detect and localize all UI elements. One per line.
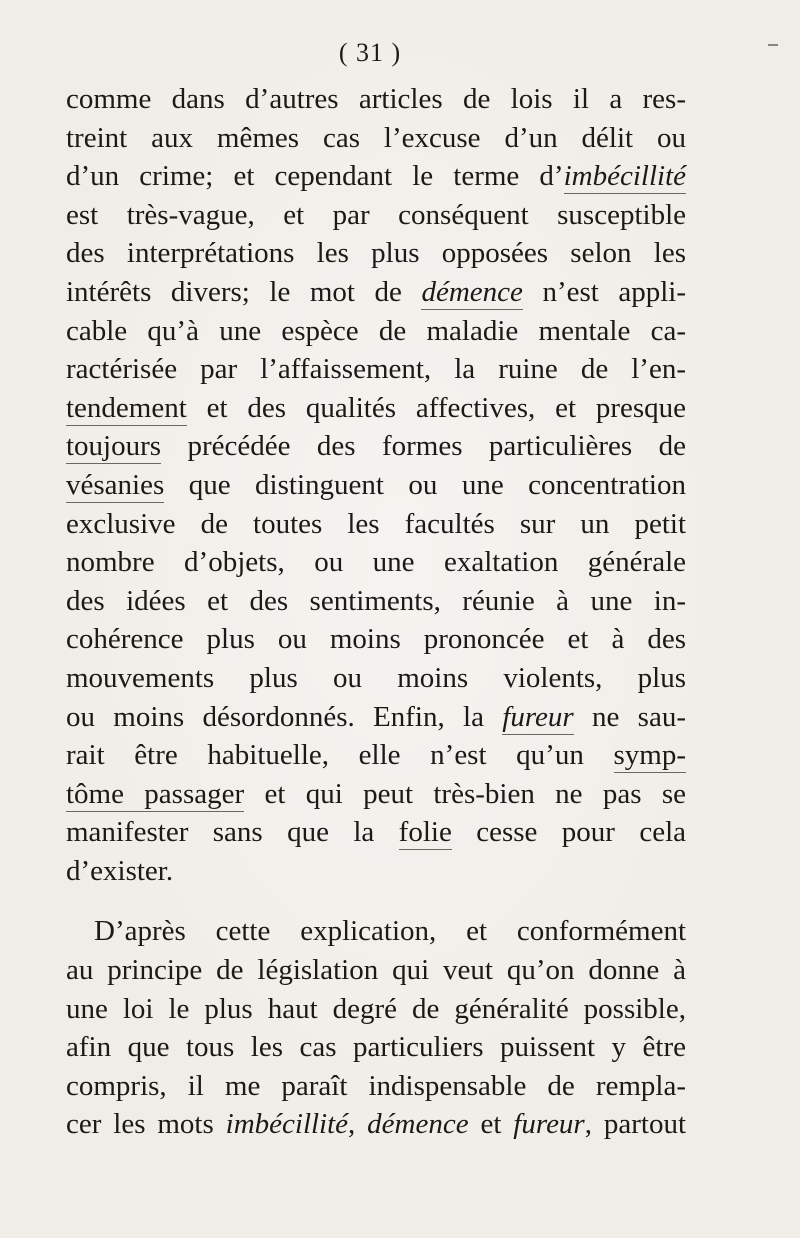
text-segment: ou moins désordonnés. Enfin, la <box>66 700 503 733</box>
text-segment: ractérisée par l’affaissement, la ruine de l’en- <box>66 353 686 386</box>
italic-term: fureur <box>502 700 574 733</box>
underlined-text: tôme passager <box>66 777 245 810</box>
italic-term: imbécillité <box>563 160 686 193</box>
text-segment: afin que tous les cas particuliers puissent y être <box>66 1031 686 1064</box>
text-line <box>66 698 686 737</box>
text-line <box>66 659 686 698</box>
text-segment: cesse pour cela <box>451 816 686 849</box>
text-segment: est très-vague, et par conséquent susceptible <box>66 198 686 231</box>
underlined-text: vésanies <box>66 468 165 501</box>
text-line <box>66 312 686 351</box>
italic-term: démence <box>367 1108 469 1141</box>
italic-term: imbécillité <box>225 1108 349 1141</box>
text-line <box>66 1028 686 1067</box>
text-line <box>66 736 686 775</box>
text-line <box>66 234 686 273</box>
text-line <box>66 80 686 119</box>
text-segment: d’un crime; et cependant le terme d’ <box>66 160 564 193</box>
text-segment: cohérence plus ou moins prononcée et à des <box>66 623 686 656</box>
text-line <box>66 157 686 196</box>
text-segment: ne sau- <box>573 700 687 733</box>
margin-mark <box>768 44 778 46</box>
text-line <box>66 466 686 505</box>
text-segment: exclusive de toutes les facultés sur un petit <box>66 507 686 540</box>
italic-term: démence <box>421 275 523 308</box>
text-segment: intérêts divers; le mot de <box>66 275 422 308</box>
text-segment: mouvements plus ou moins violents, plus <box>66 661 686 694</box>
text-line <box>66 1067 686 1106</box>
text-segment: une loi le plus haut degré de généralité possible, <box>66 992 686 1025</box>
text-segment: que distinguent ou une concentration <box>164 468 686 501</box>
text-line <box>66 119 686 158</box>
text-segment: treint aux mêmes cas l’excuse d’un délit ou <box>66 121 686 154</box>
text-line <box>66 582 686 621</box>
text-line <box>66 1105 686 1144</box>
underlined-text: tendement <box>66 391 187 424</box>
text-segment: cer les mots <box>66 1108 226 1141</box>
text-segment: nombre d’objets, ou une exaltation générale <box>66 546 686 579</box>
text-segment: d’exister. <box>66 854 174 887</box>
text-line <box>66 543 686 582</box>
text-segment: cable qu’à une espèce de maladie mentale ca- <box>66 314 686 347</box>
body-text <box>66 80 686 1144</box>
text-line <box>66 990 686 1029</box>
text-segment: comme dans d’autres articles de lois il a res- <box>66 83 686 115</box>
text-line <box>66 620 686 659</box>
text-line <box>66 951 686 990</box>
text-segment: et qui peut très-bien ne pas se <box>244 777 686 810</box>
text-segment: des idées et des sentiments, réunie à une in- <box>66 584 686 617</box>
text-segment: n’est appli- <box>522 275 687 308</box>
text-line <box>66 427 686 466</box>
page-number: ( 31 ) <box>338 38 402 67</box>
text-line <box>66 196 686 235</box>
italic-term: fureur <box>513 1108 585 1141</box>
text-segment: précédée des formes particulières de <box>161 430 686 463</box>
text-segment: compris, il me paraît indispensable de rempla- <box>66 1069 686 1102</box>
text-segment: et <box>468 1108 514 1141</box>
text-line <box>66 912 686 951</box>
underlined-text: folie <box>398 816 452 849</box>
underlined-text: toujours <box>66 430 162 463</box>
text-segment: , <box>348 1108 368 1141</box>
text-segment: au principe de législation qui veut qu’on donne à <box>66 954 686 987</box>
text-line <box>66 813 686 852</box>
text-segment: et des qualités affectives, et presque <box>186 391 686 424</box>
text-line <box>66 273 686 312</box>
text-line <box>66 350 686 389</box>
text-segment: rait être habituelle, elle n’est qu’un <box>66 739 614 772</box>
paragraph-gap <box>66 890 686 912</box>
text-line <box>66 775 686 814</box>
underlined-text: symp- <box>613 739 686 772</box>
text-line <box>66 505 686 544</box>
text-line <box>66 389 686 428</box>
text-segment: manifester sans que la <box>66 816 399 849</box>
text-segment: , partout <box>584 1108 687 1141</box>
text-line <box>66 852 686 891</box>
text-segment: des interprétations les plus opposées selon les <box>66 237 686 270</box>
text-segment: D’après cette explication, et conformément <box>94 915 686 948</box>
